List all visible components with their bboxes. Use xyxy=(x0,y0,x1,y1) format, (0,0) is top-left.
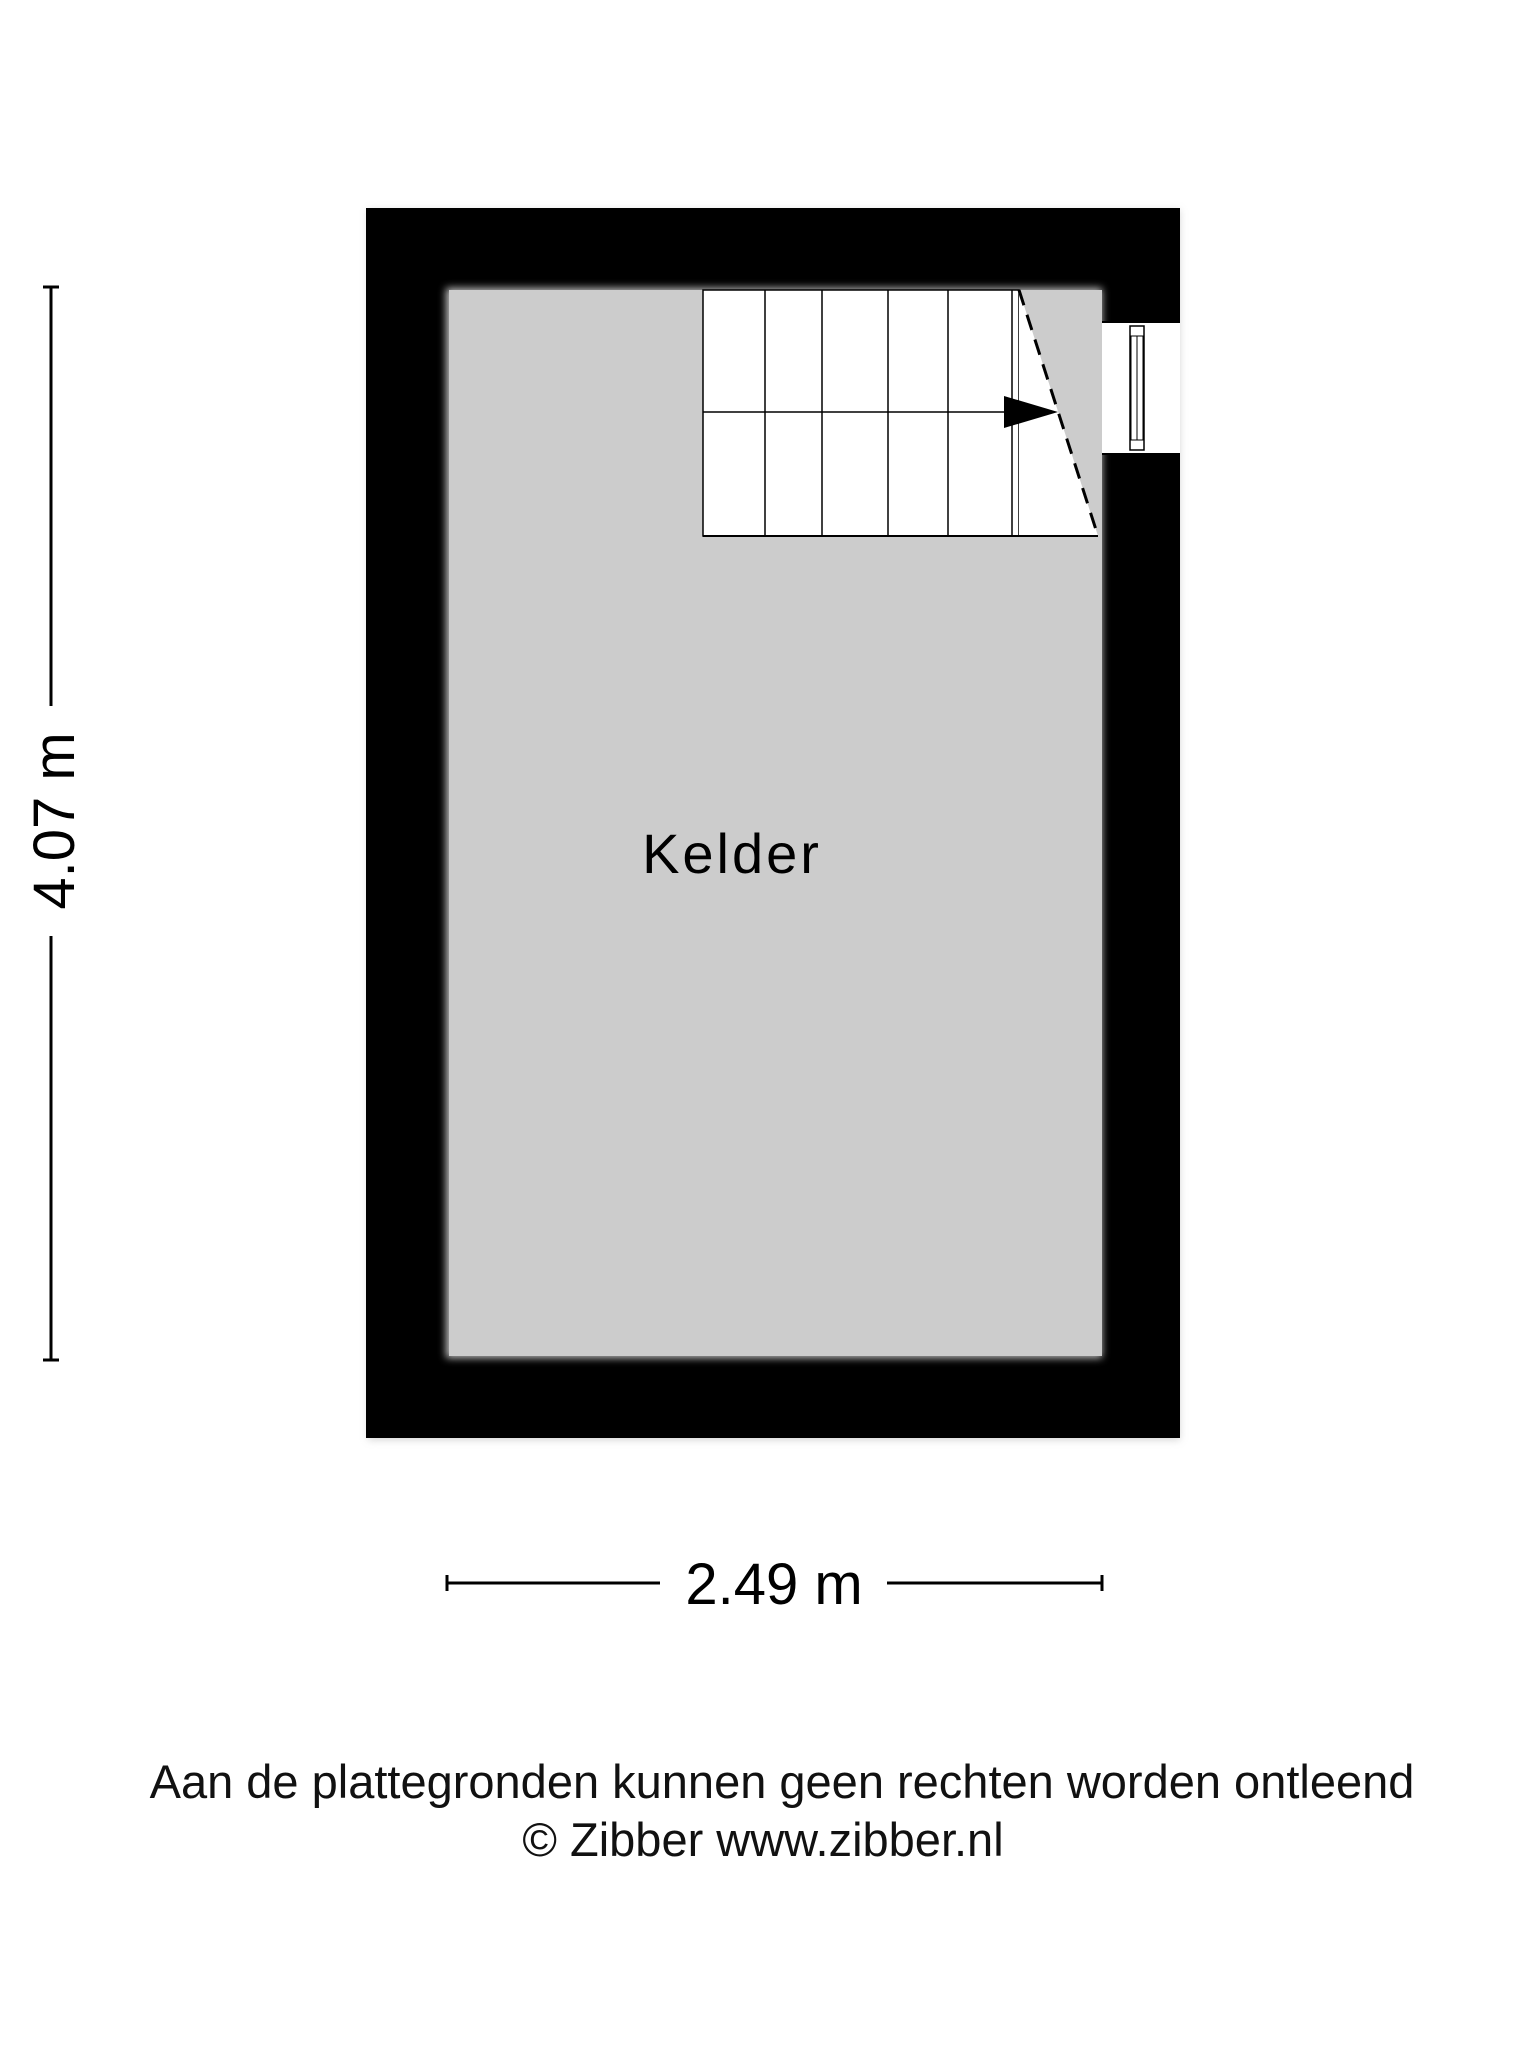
room-label: Kelder xyxy=(642,822,822,885)
height-dimension-label: 4.07 m xyxy=(22,732,87,910)
width-dimension-label: 2.49 m xyxy=(685,1552,863,1617)
width-dimension xyxy=(447,1552,1102,1617)
window xyxy=(1102,322,1180,454)
height-dimension xyxy=(22,287,87,1360)
disclaimer-text: Aan de plattegronden kunnen geen rechten worden ontleend xyxy=(149,1755,1415,1808)
copyright-text: © Zibber www.zibber.nl xyxy=(522,1813,1004,1866)
